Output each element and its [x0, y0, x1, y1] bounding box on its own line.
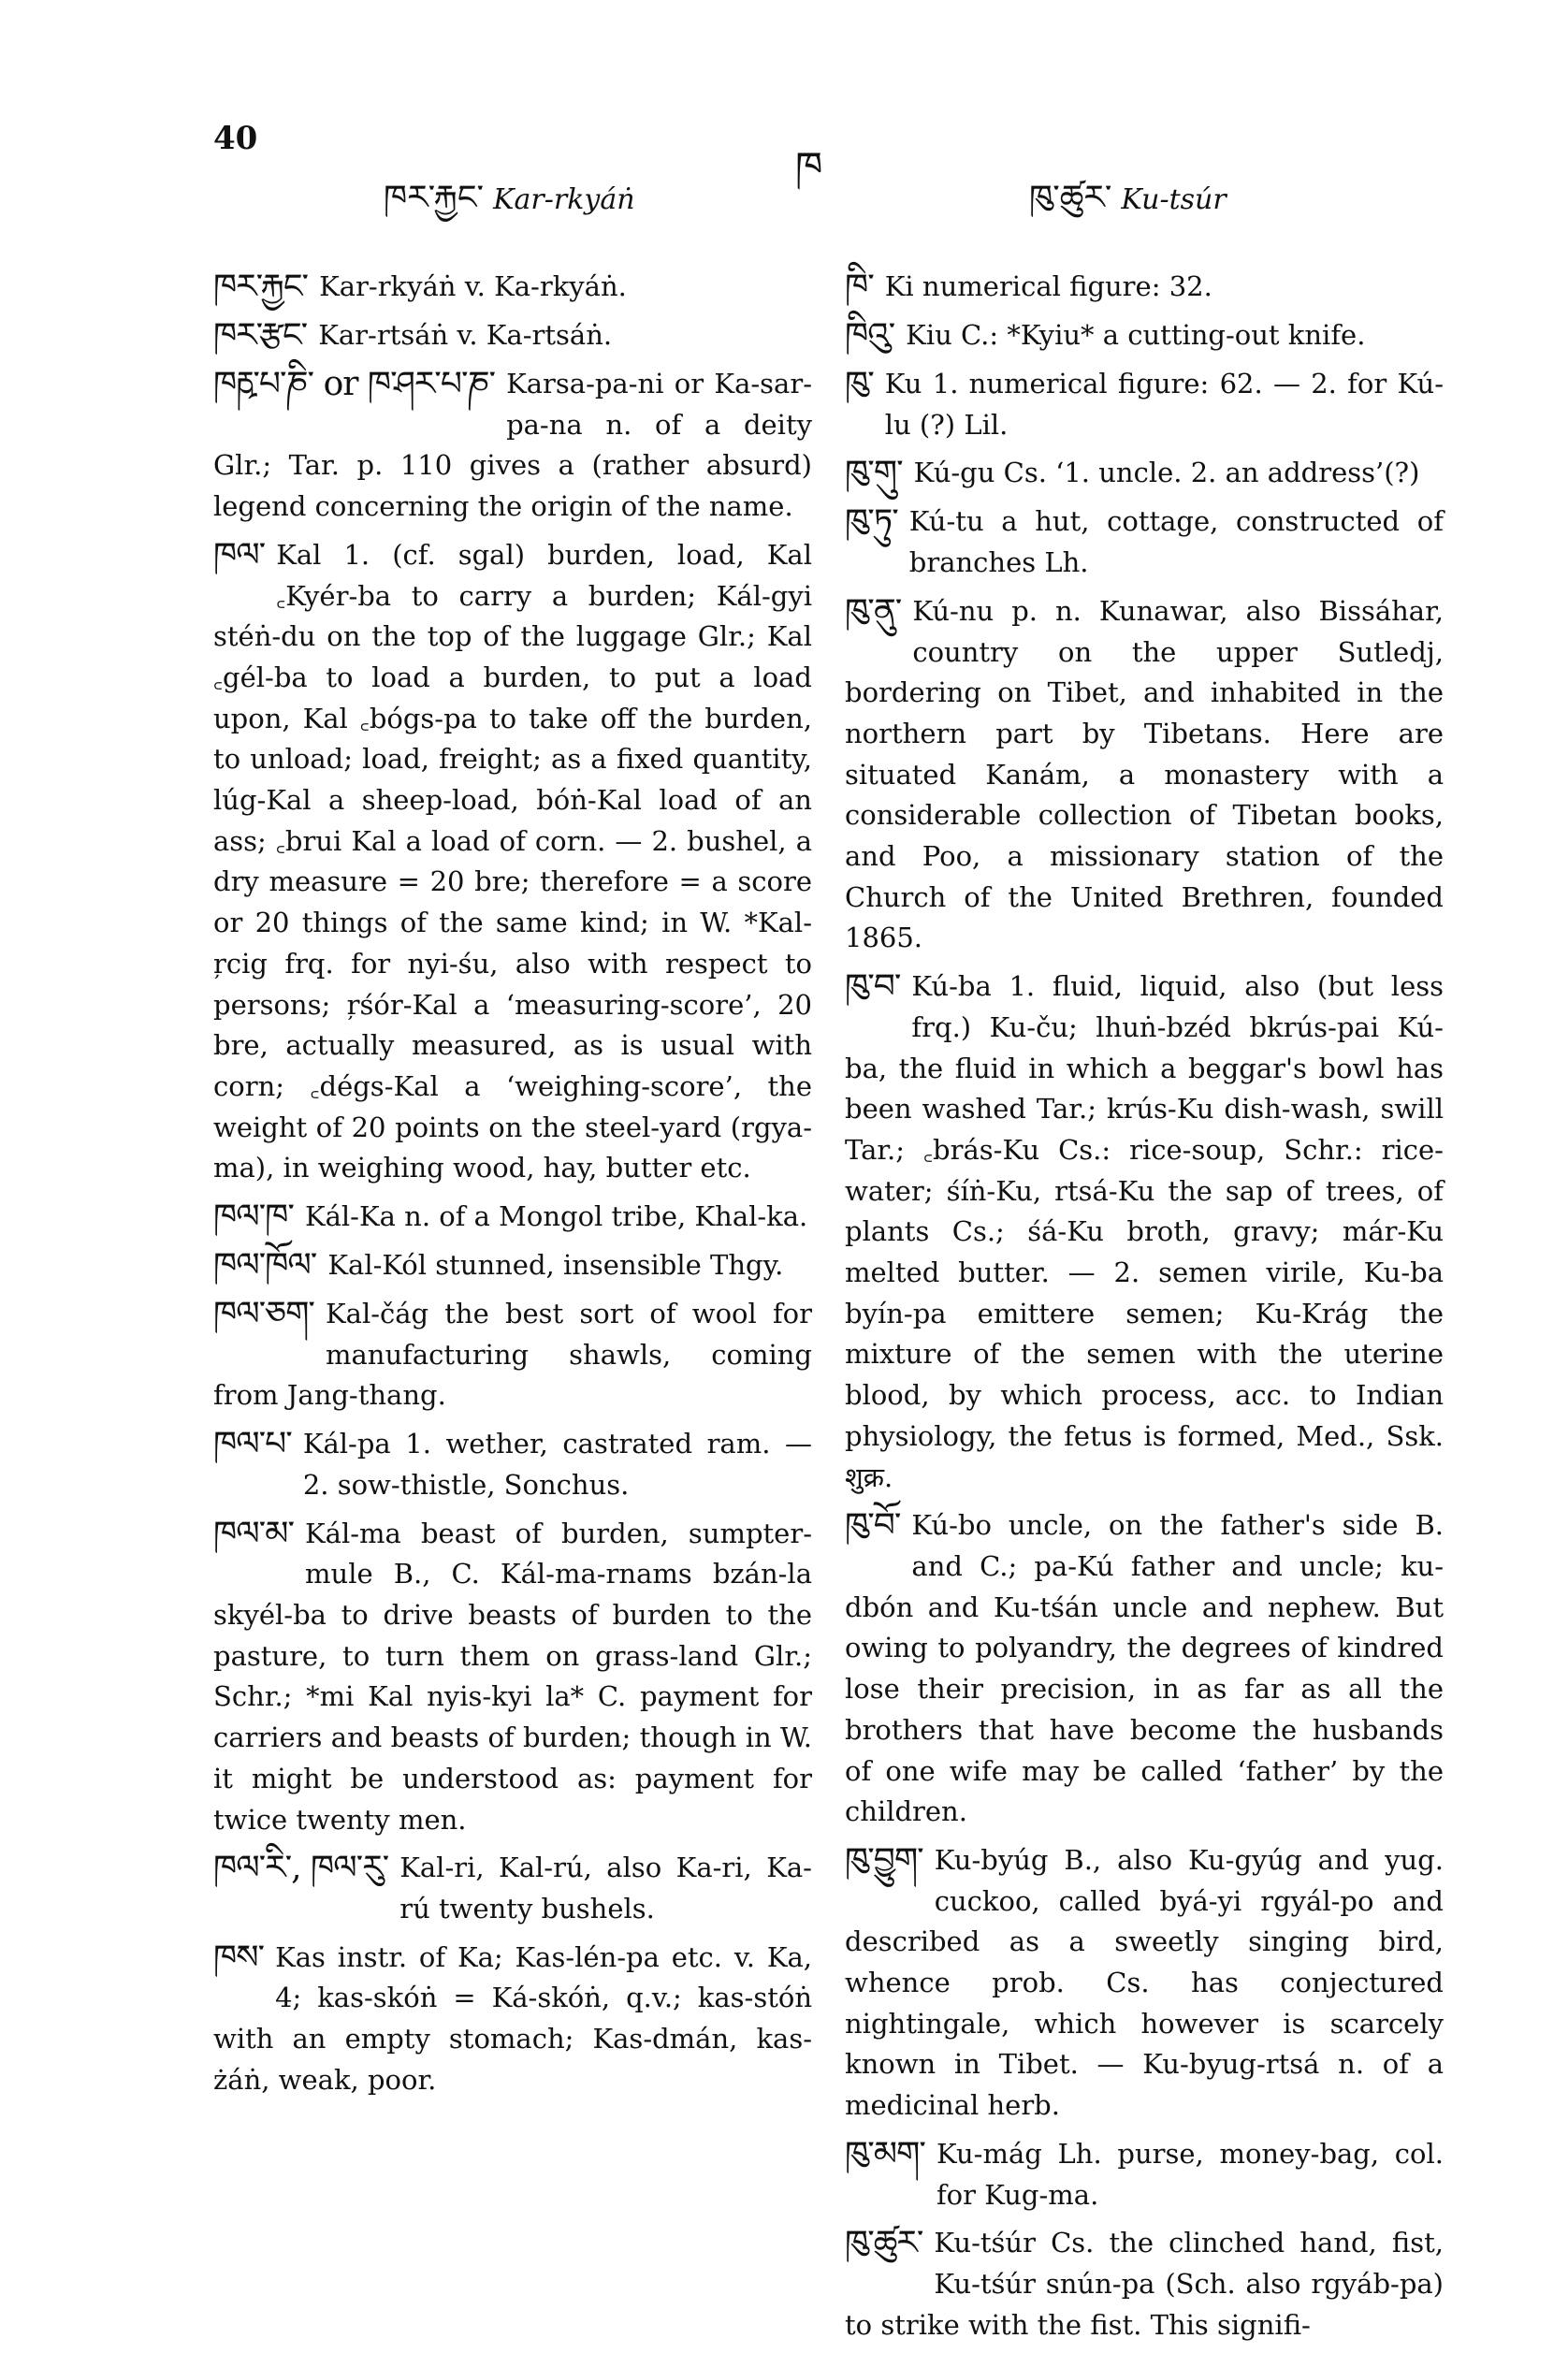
running-head-right-tibetan: ཁུ་ཚུར་ [1029, 179, 1112, 217]
entry-definition: Kiu C.: *Kyiu* a cutting-out knife. [906, 319, 1366, 351]
running-head-left [384, 159, 635, 254]
entry-definition: Kar-rkyáṅ v. Ka-rkyáṅ. [319, 270, 627, 302]
entry [213, 315, 812, 356]
entry-headword: ཁལ་ [213, 535, 266, 574]
entry [845, 2223, 1444, 2346]
entry-definition: Ku 1. numerical figure: 62. — 2. for Kú-lu (?) Lil. [884, 368, 1444, 441]
entry-headword: ཁུ་ནུ་ [845, 591, 902, 631]
entry-headword: ཁལ་རི་, ཁལ་རུ་ [213, 1849, 389, 1888]
entry-headword: ཁུ་ཚུར་ [845, 2224, 923, 2263]
left-column [213, 267, 812, 2108]
entry-headword: ཁལ་ཁ་ [213, 1198, 294, 1237]
entry-definition: Kas instr. of Ka; Kas-lén-pa etc. v. Ka, 4; kas-skóṅ = Ká-skóṅ, q.v.; kas-stóṅ with an empty stomach; Kas-dmán, kas-żáṅ, weak, poor. [213, 1940, 812, 2096]
entry-headword: ཁརྵ་པ་ཎི་ or ཁ་ཤར་པ་ཎ་ [213, 365, 496, 403]
entry-headword: ཁུ་ཏུ་ [845, 502, 898, 542]
right-column [845, 267, 1444, 2353]
entry-definition: Kál-ma beast of burden, sumpter-mule B., C. Kál-ma-rnams bzán-la skyél-ba to drive beasts of burden to the pasture, to turn them on grass-land Glr.; Schr.; *mi Kal nyis-kyi la* C. payment for carriers and beasts of burden; though in W. it might be understood as: payment for twice twenty men. [213, 1517, 812, 1836]
entry-headword: ཁལ་མ་ [213, 1514, 295, 1553]
entry-headword: ཁུ་ [845, 365, 874, 403]
entry-headword: ཁུ་མག་ [845, 2134, 925, 2173]
entry-headword: ཁུ་གུ་ [845, 454, 903, 493]
entry [213, 1294, 812, 1416]
entry-headword: ཁས་ [213, 1938, 265, 1977]
entry-definition: Kú-gu Cs. ‘1. uncle. 2. an address’(?) [913, 457, 1420, 489]
page-number: 40 [213, 120, 258, 157]
entry-definition: Kú-tu a hut, cottage, constructed of branches Lh. [908, 505, 1444, 579]
running-head-right [1029, 159, 1227, 254]
entry [213, 1197, 812, 1238]
entry-definition: Kál-pa 1. wether, castrated ram. — 2. sow-thistle, Sonchus. [302, 1428, 812, 1501]
entry [213, 1245, 812, 1286]
entry-definition: Karsa-pa-ni or Ka-sar-pa-na n. of a deity Glr.; Tar. p. 110 gives a (rather absurd) legend concerning the origin of the name. [213, 368, 812, 523]
entry-headword: ཁལ་པ་ [213, 1425, 292, 1464]
running-head-left-tibetan: ཁར་རྐྱང་ [384, 179, 485, 217]
entry [845, 267, 1444, 308]
entry [213, 1514, 812, 1841]
entry [213, 1424, 812, 1505]
entry [845, 1505, 1444, 1833]
entry-headword: ཁུ་བོ་ [845, 1506, 901, 1546]
entry-headword: ཁུ་བྱུག་ [845, 1840, 923, 1880]
entry-headword: ཁར་རྩང་ [213, 316, 308, 355]
entry [213, 1938, 812, 2101]
entry [213, 535, 812, 1189]
running-head-left-roman: Kar-rkyáṅ [493, 183, 635, 216]
entry-definition: Ku-byúg B., also Ku-gyúg and yug. cuckoo, called byá-yi rgyál-po and described as a sweetly singing bird, whence prob. Cs. has conjectured nightingale, which however is scarcely known in Tibet. — Ku-byug-rtsá n. of a medicinal herb. [845, 1843, 1444, 2122]
entry [213, 267, 812, 308]
entry [213, 1848, 812, 1929]
entry-definition: Ku-mág Lh. purse, money-bag, col. for Kug-ma. [936, 2137, 1444, 2211]
entry-headword: ཁིའུ་ [845, 316, 895, 355]
entry [213, 364, 812, 528]
entry-definition: Kal-čág the best sort of wool for manufacturing shawls, coming from Jang-thang. [213, 1298, 812, 1412]
entry-headword: ཁུ་བ་ [845, 967, 901, 1007]
entry [845, 2134, 1444, 2215]
entry [845, 364, 1444, 445]
entry-definition: Ki numerical figure: 32. [884, 270, 1212, 302]
entry-definition: Kal-Kól stunned, insensible Thgy. [327, 1249, 784, 1282]
entry-headword: ཁལ་ཁོལ་ [213, 1246, 317, 1285]
running-head-letter: ཁ [795, 143, 823, 189]
entry [845, 315, 1444, 356]
entry-definition: Kú-bo uncle, on the father's side B. and C.; pa-Kú father and uncle; ku-dbón and Ku-tśán uncle and nephew. But owing to polyandry, the degrees of kindred lose their precision, in as far as all the brothers that have become the husbands of one wife may be called ‘father’ by the children. [845, 1509, 1444, 1828]
entry-headword: ཁར་རྐྱང་ [213, 268, 309, 306]
entry-definition: Kú-ba 1. fluid, liquid, also (but less frq.) Ku-ču; lhuṅ-bzéd bkrús-pai Kú-ba, the fluid in which a beggar's bowl has been washed Tar.; krús-Ku dish-wash, swill Tar.; ꜀brás-Ku Cs.: rice-soup, Schr.: rice-water; śíṅ-Ku, rtsá-Ku the sap of trees, of plants Cs.; śá-Ku broth, gravy; már-Ku melted butter. — 2. semen virile, Ku-ba byín-pa emittere semen; Ku-Krág the mixture of the semen with the uterine blood, by which process, acc. to Indian physiology, the fetus is formed, Med., Ssk. शुक्र. [845, 970, 1444, 1493]
entry-definition: Kal-ri, Kal-rú, also Ka-ri, Ka-rú twenty bushels. [399, 1852, 812, 1925]
entry-definition: Kal 1. (cf. sgal) burden, load, Kal ꜀Kyér-ba to carry a burden; Kál-gyi stéṅ-du on the top of the luggage Glr.; Kal ꜀gél-ba to load a burden, to put a load upon, Kal ꜀bógs-pa to take off the burden, to unload; load, freight; as a fixed quantity, lúg-Kal a sheep-load, bóṅ-Kal load of an ass; ꜀brui Kal a load of corn. — 2. bushel, a dry measure = 20 bre; therefore = a score or 20 things of the same kind; in W. *Kal-ŗcig frq. for nyi-śu, also with respect to persons; ŗśór-Kal a ‘measuring-score’, 20 bre, actually measured, as is usual with corn; ꜀dégs-Kal a ‘weighing-score’, the weight of 20 points on the steel-yard (rgya-ma), in weighing wood, hay, butter etc. [213, 538, 812, 1184]
entry [845, 591, 1444, 959]
running-head-right-roman: Ku-tsúr [1121, 183, 1227, 216]
entry [845, 966, 1444, 1498]
entry-definition: Ku-tśúr Cs. the clinched hand, fist, Ku-tśúr snún-pa (Sch. also rgyáb-pa) to strike with the fist. This signifi- [845, 2227, 1444, 2341]
entry-headword: ཁི་ [845, 268, 874, 306]
entry [845, 453, 1444, 494]
entry [845, 501, 1444, 583]
entry [845, 1840, 1444, 2127]
entry-definition: Kál-Ka n. of a Mongol tribe, Khal-ka. [304, 1200, 808, 1233]
entry-headword: ཁལ་ཅག་ [213, 1295, 314, 1334]
entry-definition: Kar-rtsáṅ v. Ka-rtsáṅ. [318, 319, 613, 351]
entry-definition: Kú-nu p. n. Kunawar, also Bissáhar, country on the upper Sutledj, bordering on Tibet, and inhabited in the northern part by Tibetans. Here are situated Kanám, a monastery with a considerable collection of Tibetan books, and Poo, a missionary station of the Church of the United Brethren, founded 1865. [845, 594, 1444, 954]
